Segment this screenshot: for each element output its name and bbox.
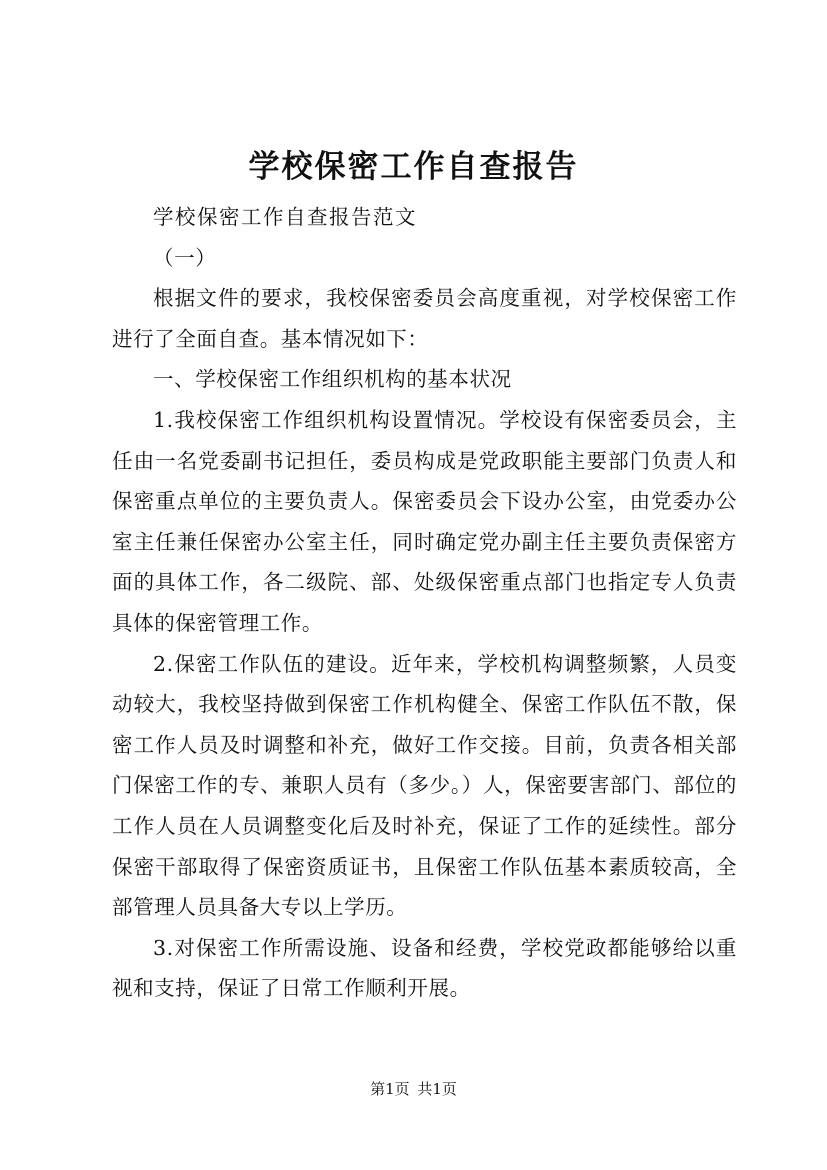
paragraph-item-1: 1.我校保密工作组织机构设置情况。学校设有保密委员会，主任由一名党委副书记担任，委员构成是党政职能主要部门负责人和保密重点单位的主要负责人。保密委员会下设办公室，由党委办公室主任兼任保密办公室主任，同时确定党办副主任主要负责保密方面的具体工作，各二级院、部、处级保密重点部门也指定专人负责具体的保密管理工作。 (112, 407, 737, 635)
section-heading: 一、学校保密工作组织机构的基本状况 (153, 367, 512, 392)
section-marker: （一） (153, 245, 217, 270)
paragraph-item-3: 3.对保密工作所需设施、设备和经费，学校党政都能够给以重视和支持，保证了日常工作顺利开展。 (112, 935, 737, 1001)
document-subtitle: 学校保密工作自查报告范文 (153, 205, 417, 229)
document-title: 学校保密工作自查报告 (248, 149, 579, 185)
document-body (112, 197, 737, 1009)
paragraph-intro: 根据文件的要求，我校保密委员会高度重视，对学校保密工作进行了全面自查。基本情况如下： (112, 286, 737, 351)
page-number-footer: 第1页 共1页 (370, 1080, 457, 1098)
paragraph-item-2: 2.保密工作队伍的建设。近年来，学校机构调整频繁，人员变动较大，我校坚持做到保密工作机构健全、保密工作队伍不散，保密工作人员及时调整和补充，做好工作交接。目前，负责各相关部门保密工作的专、兼职人员有（多少。）人，保密要害部门、部位的工作人员在人员调整变化后及时补充，保证了工作的延续性。部分保密干部取得了保密资质证书，且保密工作队伍基本素质较高，全部管理人员具备大专以上学历。 (112, 651, 737, 920)
